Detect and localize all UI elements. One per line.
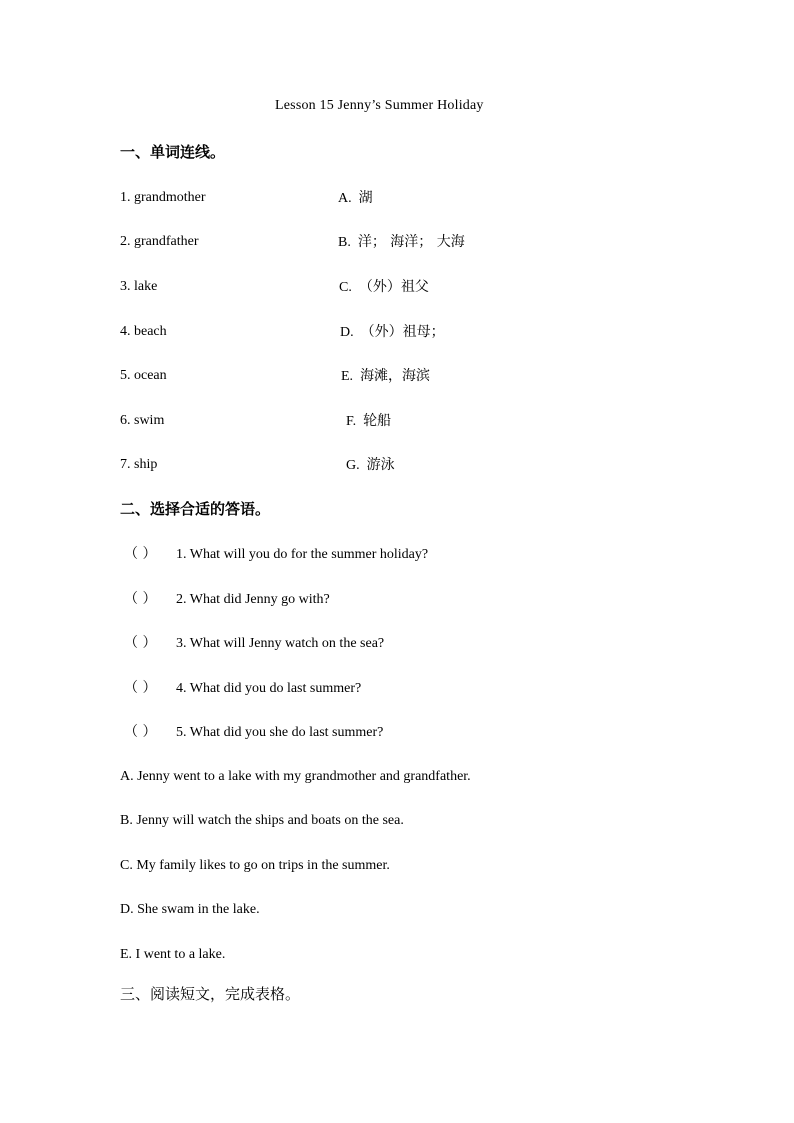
- meaning-letter: E.: [341, 369, 354, 384]
- word-item: 7. ship: [120, 457, 158, 472]
- meaning-letter: F.: [346, 414, 357, 429]
- answer-bracket: （ ）: [124, 680, 157, 696]
- question-text: 1. What will you do for the summer holiday?: [176, 547, 429, 562]
- question-text: 3. What will Jenny watch on the sea?: [176, 636, 385, 651]
- page-title: Lesson 15 Jenny’s Summer Holiday: [275, 98, 484, 113]
- answer-bracket: （ ）: [124, 635, 157, 651]
- question-item: [124, 681, 361, 696]
- meaning-letter: A.: [338, 191, 352, 206]
- answer-bracket: （ ）: [124, 591, 157, 607]
- meaning-letter: D.: [340, 325, 354, 340]
- word-item: 5. ocean: [120, 368, 167, 383]
- word-item: 6. swim: [120, 413, 165, 428]
- meaning-item: [339, 280, 429, 295]
- answer-option: C. My family likes to go on trips in the summer.: [120, 858, 390, 873]
- meaning-text: 海滩，海滨: [360, 368, 431, 384]
- meaning-letter: B.: [338, 235, 351, 250]
- answer-option: D. She swam in the lake.: [120, 902, 260, 917]
- meaning-text: 洋； 海洋； 大海: [357, 234, 465, 250]
- meaning-item: [338, 191, 373, 206]
- meaning-text: 湖: [358, 190, 373, 206]
- answer-option: B. Jenny will watch the ships and boats on the sea.: [120, 813, 404, 828]
- word-item: 1. grandmother: [120, 190, 206, 205]
- question-item: [124, 725, 383, 740]
- section1-heading: 一、单词连线。: [120, 143, 226, 161]
- meaning-item: [341, 369, 430, 384]
- meaning-item: [346, 458, 395, 473]
- section2-heading: 二、选择合适的答语。: [120, 500, 271, 518]
- meaning-text: （外）祖父: [358, 279, 429, 295]
- question-text: 2. What did Jenny go with?: [176, 592, 330, 607]
- word-item: 3. lake: [120, 279, 158, 294]
- answer-option: E. I went to a lake.: [120, 947, 226, 962]
- meaning-item: [338, 235, 465, 250]
- answer-bracket: （ ）: [124, 724, 157, 740]
- answer-option: A. Jenny went to a lake with my grandmother and grandfather.: [120, 769, 471, 784]
- word-item: 4. beach: [120, 324, 167, 339]
- meaning-text: 游泳: [366, 457, 395, 473]
- meaning-item: [340, 325, 445, 340]
- question-text: 5. What did you she do last summer?: [176, 725, 384, 740]
- meaning-item: [346, 414, 391, 429]
- word-item: 2. grandfather: [120, 234, 199, 249]
- meaning-text: （外）祖母；: [360, 324, 445, 340]
- question-item: [124, 592, 330, 607]
- question-item: [124, 547, 428, 562]
- question-text: 4. What did you do last summer?: [176, 681, 362, 696]
- section3-heading: 三、阅读短文，完成表格。: [120, 985, 301, 1003]
- meaning-letter: C.: [339, 280, 352, 295]
- meaning-letter: G.: [346, 458, 360, 473]
- answer-bracket: （ ）: [124, 546, 157, 562]
- meaning-text: 轮船: [363, 413, 392, 429]
- question-item: [124, 636, 384, 651]
